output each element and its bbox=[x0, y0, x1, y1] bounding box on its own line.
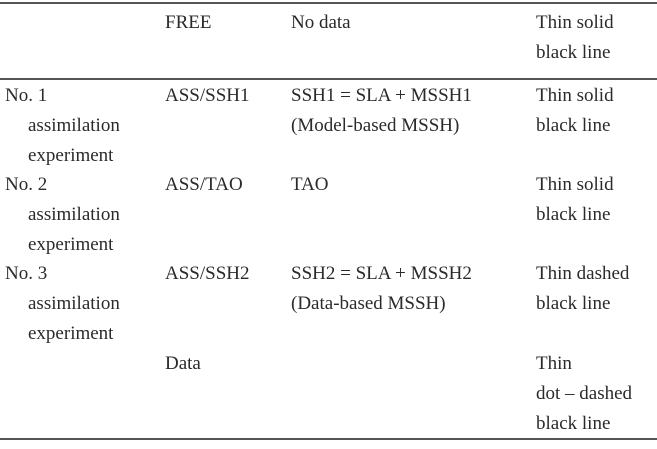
experiment-cell bbox=[5, 170, 120, 260]
experiment-cell bbox=[5, 259, 120, 349]
line-style-line: black line bbox=[536, 42, 611, 63]
line-style-cell bbox=[536, 349, 632, 439]
data-line: No data bbox=[291, 12, 351, 33]
run-label: ASS/SSH1 bbox=[165, 85, 250, 106]
data-line: TAO bbox=[291, 174, 329, 195]
line-style-line: Thin solid bbox=[536, 85, 614, 106]
experiment-line: No. 3 bbox=[5, 263, 48, 284]
run-label: FREE bbox=[165, 12, 212, 33]
line-style-line: Thin solid bbox=[536, 174, 614, 195]
line-style-line: black line bbox=[536, 115, 611, 136]
line-style-line: Thin solid bbox=[536, 12, 614, 33]
line-style-line: black line bbox=[536, 204, 611, 225]
run-label: ASS/TAO bbox=[165, 174, 243, 195]
line-style-line: Thin bbox=[536, 353, 572, 374]
line-style-cell bbox=[536, 81, 614, 141]
run-cell bbox=[165, 81, 250, 111]
experiment-line: assimilation bbox=[28, 115, 120, 136]
experiment-line: No. 1 bbox=[5, 85, 48, 106]
run-label: Data bbox=[165, 353, 201, 374]
experiment-line: experiment bbox=[28, 234, 114, 255]
data-line: (Data-based MSSH) bbox=[291, 293, 446, 314]
line-style-line: dot – dashed bbox=[536, 383, 633, 404]
line-style-cell bbox=[536, 259, 629, 319]
line-style-cell bbox=[536, 170, 614, 230]
data-line: (Model-based MSSH) bbox=[291, 115, 460, 136]
run-cell bbox=[165, 170, 243, 200]
data-line: SSH1 = SLA + MSSH1 bbox=[291, 85, 472, 106]
experiment-line: experiment bbox=[28, 323, 114, 344]
line-style-line: black line bbox=[536, 413, 611, 434]
data-cell bbox=[291, 259, 472, 319]
data-cell bbox=[291, 81, 472, 141]
data-line: SSH2 = SLA + MSSH2 bbox=[291, 263, 472, 284]
line-style-cell bbox=[536, 8, 614, 68]
run-label: ASS/SSH2 bbox=[165, 263, 250, 284]
experiment-line: experiment bbox=[28, 145, 114, 166]
header-rule bbox=[0, 78, 657, 80]
experiment-line: No. 2 bbox=[5, 174, 48, 195]
experiment-cell bbox=[5, 81, 120, 171]
line-style-line: black line bbox=[536, 293, 611, 314]
data-cell bbox=[291, 8, 351, 38]
run-cell bbox=[165, 259, 250, 289]
line-style-line: Thin dashed bbox=[536, 263, 630, 284]
run-cell bbox=[165, 349, 201, 379]
run-cell bbox=[165, 8, 211, 38]
top-rule bbox=[0, 2, 657, 4]
data-cell bbox=[291, 170, 329, 200]
experiment-line: assimilation bbox=[28, 293, 120, 314]
experiment-line: assimilation bbox=[28, 204, 120, 225]
